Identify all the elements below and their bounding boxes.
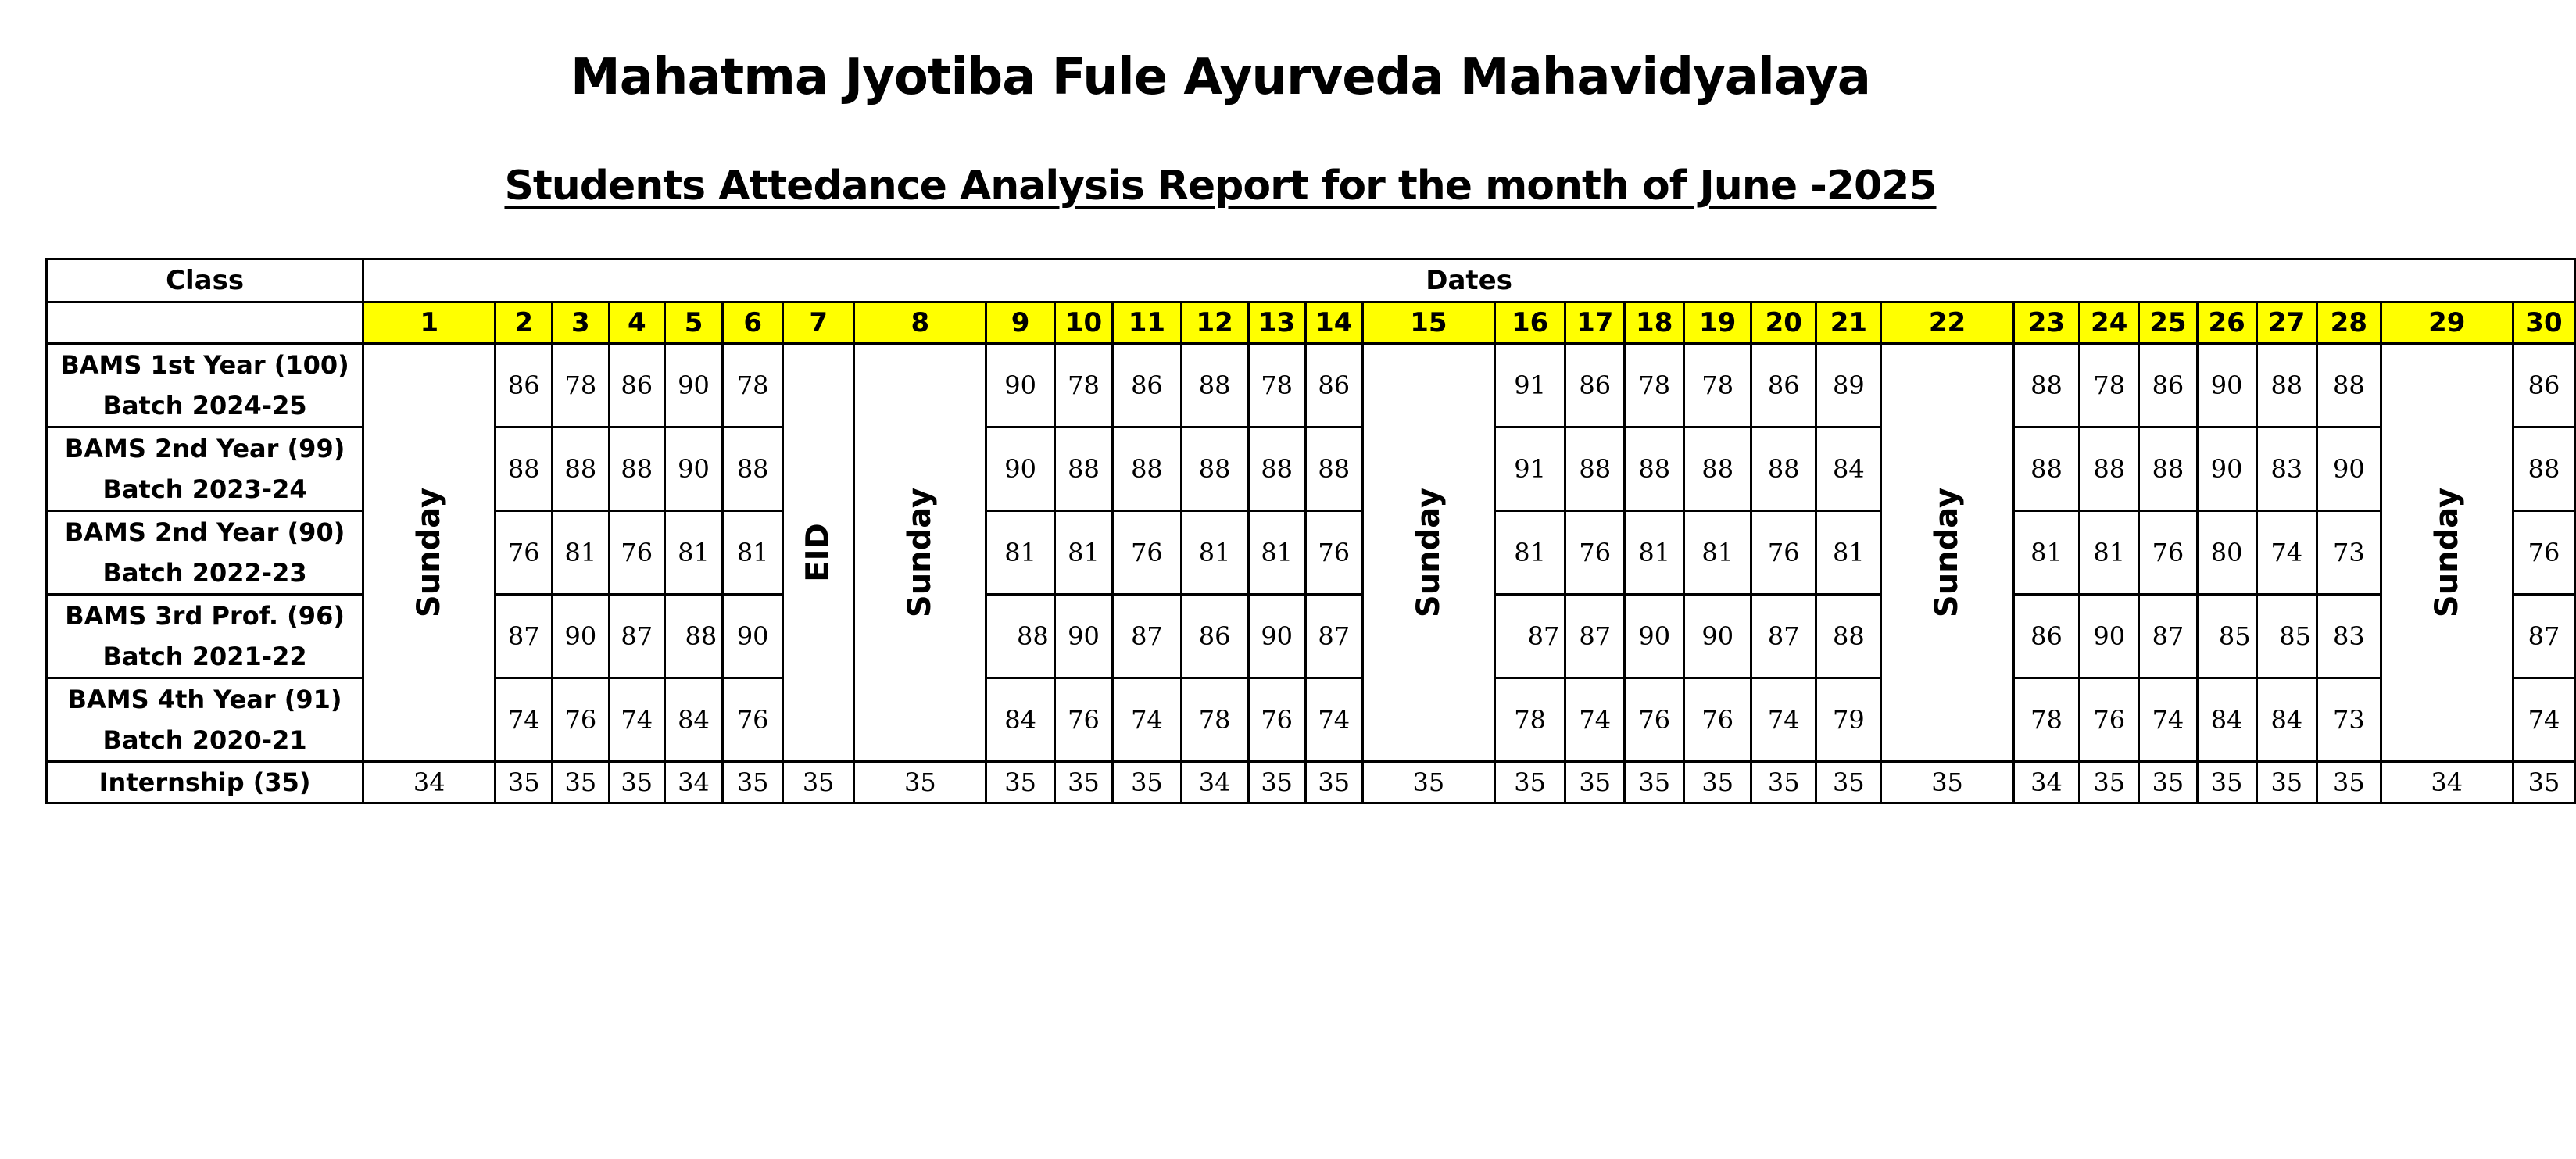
attendance-cell: 89 <box>1816 344 1881 427</box>
class-name: BAMS 1st Year (100) <box>60 350 349 380</box>
class-column-header: Class <box>47 259 363 302</box>
attendance-cell: 88 <box>1248 427 1305 511</box>
attendance-cell: 84 <box>986 678 1054 762</box>
attendance-cell: 87 <box>2139 595 2198 678</box>
batch-name: Batch 2023-24 <box>102 474 307 504</box>
holiday-label: Sunday <box>2428 487 2465 618</box>
internship-cell: 34 <box>2381 762 2513 803</box>
internship-cell: 35 <box>1054 762 1113 803</box>
batch-name: Batch 2022-23 <box>102 558 307 588</box>
attendance-cell: 88 <box>986 595 1054 678</box>
internship-cell: 35 <box>1816 762 1881 803</box>
attendance-cell: 87 <box>1305 595 1362 678</box>
class-label-cell <box>47 344 363 427</box>
attendance-cell: 80 <box>2197 511 2256 595</box>
attendance-cell: 85 <box>2256 595 2317 678</box>
attendance-cell: 90 <box>723 595 783 678</box>
internship-cell: 35 <box>1495 762 1565 803</box>
attendance-cell: 90 <box>1625 595 1684 678</box>
attendance-cell: 74 <box>2513 678 2574 762</box>
attendance-table <box>45 258 2576 804</box>
table-row <box>47 344 2575 427</box>
internship-cell: 35 <box>2139 762 2198 803</box>
attendance-cell: 88 <box>1684 427 1751 511</box>
attendance-cell: 78 <box>1625 344 1684 427</box>
attendance-cell: 87 <box>1751 595 1816 678</box>
attendance-cell: 76 <box>723 678 783 762</box>
attendance-cell: 78 <box>553 344 610 427</box>
internship-cell: 35 <box>986 762 1054 803</box>
dates-header: Dates <box>363 259 2575 302</box>
internship-cell: 35 <box>2197 762 2256 803</box>
attendance-cell: 76 <box>2139 511 2198 595</box>
attendance-cell: 76 <box>609 511 664 595</box>
attendance-cell: 78 <box>723 344 783 427</box>
attendance-cell: 90 <box>1684 595 1751 678</box>
attendance-cell: 81 <box>664 511 722 595</box>
internship-cell: 35 <box>1565 762 1625 803</box>
attendance-cell: 81 <box>723 511 783 595</box>
attendance-cell: 90 <box>2197 427 2256 511</box>
internship-cell: 35 <box>1751 762 1816 803</box>
attendance-cell: 85 <box>2197 595 2256 678</box>
attendance-cell: 88 <box>1181 427 1248 511</box>
attendance-cell: 74 <box>1305 678 1362 762</box>
internship-label: Internship (35) <box>47 762 363 803</box>
attendance-cell: 86 <box>1565 344 1625 427</box>
attendance-cell: 78 <box>1495 678 1565 762</box>
date-header-cell: 28 <box>2317 302 2381 344</box>
attendance-cell: 74 <box>496 678 553 762</box>
attendance-cell: 79 <box>1816 678 1881 762</box>
sunday-cell <box>1881 344 2013 762</box>
attendance-cell: 88 <box>1751 427 1816 511</box>
attendance-cell: 88 <box>723 427 783 511</box>
attendance-cell: 74 <box>1751 678 1816 762</box>
class-label-cell <box>47 595 363 678</box>
attendance-cell: 78 <box>2013 678 2080 762</box>
attendance-cell: 76 <box>1751 511 1816 595</box>
attendance-cell: 76 <box>1054 678 1113 762</box>
attendance-cell: 88 <box>2013 344 2080 427</box>
attendance-cell: 81 <box>2013 511 2080 595</box>
attendance-cell: 76 <box>1565 511 1625 595</box>
date-header-cell: 12 <box>1181 302 1248 344</box>
attendance-cell: 86 <box>1181 595 1248 678</box>
attendance-cell: 86 <box>2013 595 2080 678</box>
attendance-cell: 81 <box>1495 511 1565 595</box>
report-title: Mahatma Jyotiba Fule Ayurveda Mahavidyalaya <box>571 48 1870 106</box>
attendance-cell: 76 <box>2080 678 2139 762</box>
internship-cell: 35 <box>783 762 854 803</box>
sunday-cell <box>2381 344 2513 762</box>
internship-cell: 35 <box>1684 762 1751 803</box>
internship-cell: 35 <box>2080 762 2139 803</box>
class-name: BAMS 4th Year (91) <box>67 685 342 714</box>
date-header-cell: 15 <box>1362 302 1494 344</box>
date-header-cell: 24 <box>2080 302 2139 344</box>
internship-cell: 35 <box>723 762 783 803</box>
attendance-cell: 81 <box>1625 511 1684 595</box>
attendance-cell: 90 <box>986 427 1054 511</box>
attendance-cell: 91 <box>1495 427 1565 511</box>
class-header-spacer <box>47 302 363 344</box>
attendance-cell: 81 <box>553 511 610 595</box>
attendance-cell: 86 <box>1113 344 1181 427</box>
date-header-cell: 19 <box>1684 302 1751 344</box>
internship-row <box>47 762 2575 803</box>
date-header-cell: 21 <box>1816 302 1881 344</box>
date-header-cell: 29 <box>2381 302 2513 344</box>
attendance-cell: 90 <box>1248 595 1305 678</box>
date-header-cell: 3 <box>553 302 610 344</box>
attendance-cell: 86 <box>496 344 553 427</box>
attendance-cell: 87 <box>1565 595 1625 678</box>
internship-cell: 35 <box>553 762 610 803</box>
internship-cell: 35 <box>854 762 986 803</box>
internship-cell: 35 <box>1113 762 1181 803</box>
attendance-cell: 86 <box>609 344 664 427</box>
date-header-cell: 22 <box>1881 302 2013 344</box>
attendance-cell: 76 <box>1305 511 1362 595</box>
attendance-cell: 88 <box>1054 427 1113 511</box>
holiday-cell <box>783 344 854 762</box>
attendance-cell: 73 <box>2317 511 2381 595</box>
attendance-cell: 87 <box>496 595 553 678</box>
date-header-cell: 20 <box>1751 302 1816 344</box>
batch-name: Batch 2021-22 <box>102 642 307 671</box>
attendance-cell: 88 <box>664 595 722 678</box>
attendance-cell: 86 <box>2139 344 2198 427</box>
class-label-cell <box>47 427 363 511</box>
holiday-label: Sunday <box>902 487 939 618</box>
attendance-cell: 81 <box>1684 511 1751 595</box>
attendance-cell: 76 <box>553 678 610 762</box>
attendance-cell: 83 <box>2317 595 2381 678</box>
date-header-cell: 18 <box>1625 302 1684 344</box>
attendance-cell: 88 <box>1305 427 1362 511</box>
internship-cell: 34 <box>2013 762 2080 803</box>
internship-cell: 35 <box>609 762 664 803</box>
date-header-cell: 9 <box>986 302 1054 344</box>
sunday-cell <box>363 344 496 762</box>
holiday-label: EID <box>800 523 837 582</box>
attendance-cell: 86 <box>2513 344 2574 427</box>
attendance-cell: 88 <box>1113 427 1181 511</box>
attendance-cell: 81 <box>1054 511 1113 595</box>
attendance-cell: 78 <box>2080 344 2139 427</box>
attendance-cell: 90 <box>986 344 1054 427</box>
date-header-cell: 14 <box>1305 302 1362 344</box>
internship-cell: 34 <box>1181 762 1248 803</box>
internship-cell: 35 <box>1362 762 1494 803</box>
date-header-cell: 1 <box>363 302 496 344</box>
attendance-cell: 81 <box>1181 511 1248 595</box>
attendance-cell: 88 <box>2013 427 2080 511</box>
attendance-cell: 88 <box>2317 344 2381 427</box>
attendance-cell: 83 <box>2256 427 2317 511</box>
class-label-cell <box>47 511 363 595</box>
attendance-cell: 76 <box>1684 678 1751 762</box>
date-header-cell: 27 <box>2256 302 2317 344</box>
date-header-cell: 17 <box>1565 302 1625 344</box>
class-name: BAMS 2nd Year (90) <box>64 517 345 547</box>
date-header-cell: 2 <box>496 302 553 344</box>
attendance-cell: 74 <box>2139 678 2198 762</box>
internship-cell: 34 <box>363 762 496 803</box>
date-header-cell: 4 <box>609 302 664 344</box>
attendance-cell: 90 <box>664 427 722 511</box>
attendance-cell: 90 <box>2317 427 2381 511</box>
internship-cell: 34 <box>664 762 722 803</box>
attendance-cell: 90 <box>664 344 722 427</box>
holiday-label: Sunday <box>411 487 448 618</box>
attendance-cell: 88 <box>2513 427 2574 511</box>
attendance-cell: 88 <box>1625 427 1684 511</box>
attendance-cell: 90 <box>1054 595 1113 678</box>
attendance-cell: 90 <box>2197 344 2256 427</box>
date-header-cell: 13 <box>1248 302 1305 344</box>
attendance-cell: 87 <box>2513 595 2574 678</box>
class-name: BAMS 2nd Year (99) <box>64 434 345 463</box>
attendance-cell: 81 <box>1816 511 1881 595</box>
internship-cell: 35 <box>2256 762 2317 803</box>
date-header-cell: 5 <box>664 302 722 344</box>
attendance-cell: 90 <box>553 595 610 678</box>
holiday-label: Sunday <box>1410 487 1447 618</box>
date-header-cell: 25 <box>2139 302 2198 344</box>
date-header-cell: 6 <box>723 302 783 344</box>
internship-cell: 35 <box>2317 762 2381 803</box>
attendance-cell: 74 <box>1565 678 1625 762</box>
attendance-cell: 88 <box>496 427 553 511</box>
date-number-row <box>47 302 2575 344</box>
class-name: BAMS 3rd Prof. (96) <box>65 601 345 631</box>
date-header-cell: 30 <box>2513 302 2574 344</box>
attendance-cell: 90 <box>2080 595 2139 678</box>
attendance-cell: 88 <box>1181 344 1248 427</box>
sunday-cell <box>854 344 986 762</box>
date-header-cell: 16 <box>1495 302 1565 344</box>
attendance-cell: 88 <box>553 427 610 511</box>
report-subtitle: Students Attedance Analysis Report for the month of June -2025 <box>504 163 1937 209</box>
attendance-cell: 88 <box>1816 595 1881 678</box>
attendance-cell: 74 <box>2256 511 2317 595</box>
attendance-cell: 88 <box>1565 427 1625 511</box>
attendance-cell: 88 <box>2080 427 2139 511</box>
attendance-cell: 78 <box>1181 678 1248 762</box>
attendance-cell: 88 <box>2256 344 2317 427</box>
internship-cell: 35 <box>1625 762 1684 803</box>
attendance-cell: 84 <box>2256 678 2317 762</box>
attendance-cell: 78 <box>1054 344 1113 427</box>
attendance-cell: 86 <box>1305 344 1362 427</box>
class-label-cell <box>47 678 363 762</box>
attendance-cell: 76 <box>1625 678 1684 762</box>
attendance-cell: 76 <box>496 511 553 595</box>
attendance-cell: 73 <box>2317 678 2381 762</box>
attendance-cell: 78 <box>1248 344 1305 427</box>
internship-cell: 35 <box>1248 762 1305 803</box>
internship-cell: 35 <box>2513 762 2574 803</box>
attendance-cell: 74 <box>1113 678 1181 762</box>
attendance-cell: 88 <box>609 427 664 511</box>
date-header-cell: 10 <box>1054 302 1113 344</box>
attendance-cell: 87 <box>1113 595 1181 678</box>
attendance-cell: 91 <box>1495 344 1565 427</box>
attendance-cell: 76 <box>2513 511 2574 595</box>
header-row-top <box>47 259 2575 302</box>
attendance-cell: 81 <box>986 511 1054 595</box>
attendance-cell: 81 <box>2080 511 2139 595</box>
date-header-cell: 11 <box>1113 302 1181 344</box>
date-header-cell: 23 <box>2013 302 2080 344</box>
holiday-label: Sunday <box>1929 487 1966 618</box>
attendance-cell: 81 <box>1248 511 1305 595</box>
batch-name: Batch 2020-21 <box>102 725 307 755</box>
attendance-cell: 87 <box>1495 595 1565 678</box>
attendance-cell: 86 <box>1751 344 1816 427</box>
attendance-cell: 84 <box>2197 678 2256 762</box>
attendance-cell: 78 <box>1684 344 1751 427</box>
attendance-cell: 88 <box>2139 427 2198 511</box>
attendance-cell: 84 <box>664 678 722 762</box>
batch-name: Batch 2024-25 <box>102 391 307 420</box>
attendance-cell: 87 <box>609 595 664 678</box>
attendance-cell: 76 <box>1113 511 1181 595</box>
internship-cell: 35 <box>496 762 553 803</box>
attendance-cell: 84 <box>1816 427 1881 511</box>
date-header-cell: 8 <box>854 302 986 344</box>
date-header-cell: 26 <box>2197 302 2256 344</box>
date-header-cell: 7 <box>783 302 854 344</box>
attendance-cell: 76 <box>1248 678 1305 762</box>
internship-cell: 35 <box>1305 762 1362 803</box>
attendance-cell: 74 <box>609 678 664 762</box>
sunday-cell <box>1362 344 1494 762</box>
internship-cell: 35 <box>1881 762 2013 803</box>
